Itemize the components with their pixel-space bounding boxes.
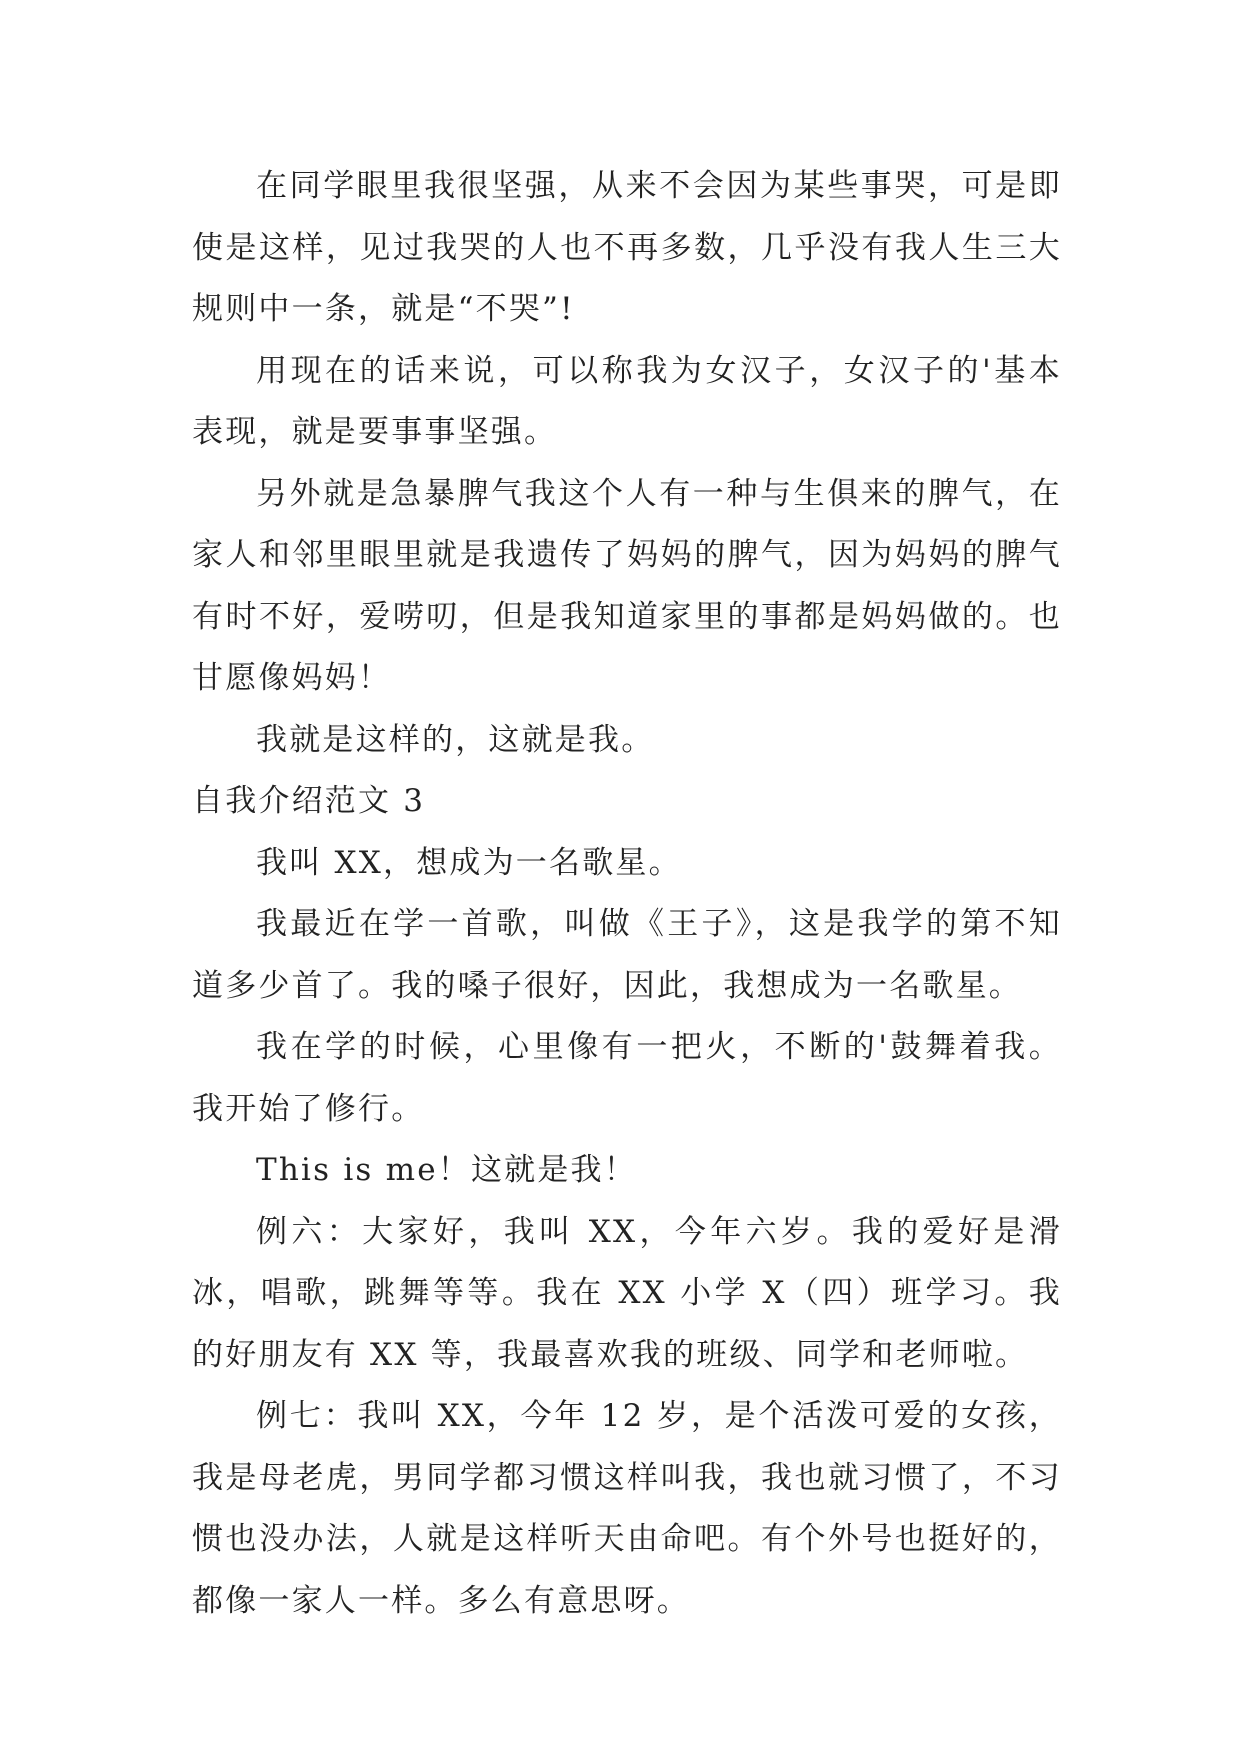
section-heading: 自我介绍范文 3	[192, 783, 426, 819]
paragraph: 用现在的话来说，可以称我为女汉子，女汉子的'基本表现，就是要事事坚强。	[192, 352, 1062, 450]
paragraph: 在同学眼里我很坚强，从来不会因为某些事哭，可是即使是这样，见过我哭的人也不再多数，几乎没有我人生三大规则中一条，就是“不哭”!	[192, 168, 1062, 327]
document-body	[192, 156, 1062, 1632]
paragraph: 我叫 XX，想成为一名歌星。	[256, 844, 682, 881]
paragraph: 另外就是急暴脾气我这个人有一种与生俱来的脾气，在家人和邻里眼里就是我遗传了妈妈的脾气，因为妈妈的脾气有时不好，爱唠叨，但是我知道家里的事都是妈妈做的。也甘愿像妈妈！	[192, 475, 1062, 696]
paragraph: This is me！这就是我！	[256, 1152, 637, 1188]
paragraph: 我就是这样的，这就是我。	[256, 721, 655, 758]
paragraph: 例七：我叫 XX，今年 12 岁，是个活泼可爱的女孩，我是母老虎，男同学都习惯这样叫我，我也就习惯了，不习惯也没办法，人就是这样听天由命吧。有个外号也挺好的，都像一家人一样。多么有意思呀。	[192, 1398, 1062, 1619]
paragraph: 我最近在学一首歌，叫做《王子》，这是我学的第不知道多少首了。我的嗓子很好，因此，我想成为一名歌星。	[192, 906, 1062, 1004]
paragraph: 我在学的时候，心里像有一把火，不断的'鼓舞着我。我开始了修行。	[192, 1029, 1062, 1127]
paragraph: 例六：大家好，我叫 XX，今年六岁。我的爱好是滑冰，唱歌，跳舞等等。我在 XX 小学 X（四）班学习。我的好朋友有 XX 等，我最喜欢我的班级、同学和老师啦。	[192, 1213, 1062, 1373]
